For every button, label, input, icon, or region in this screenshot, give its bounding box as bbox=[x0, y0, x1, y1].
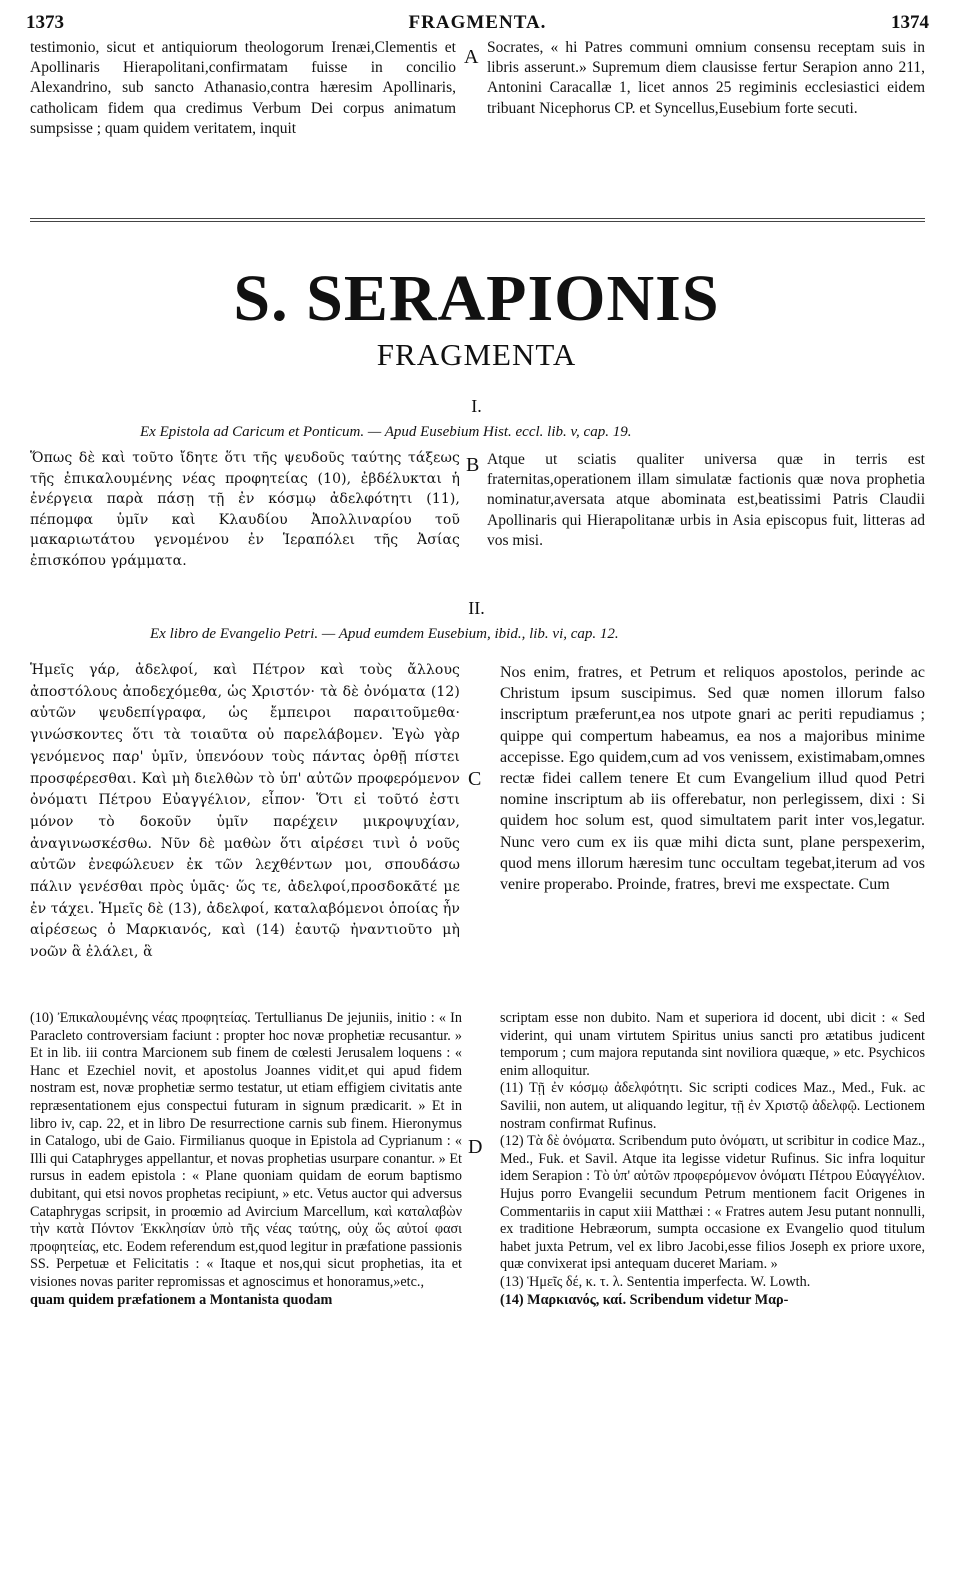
margin-letter-a: A bbox=[464, 46, 479, 68]
notes-left bbox=[30, 1010, 462, 1309]
section-1-numeral: I. bbox=[471, 396, 482, 416]
page-subtitle: FRAGMENTA bbox=[376, 337, 577, 372]
top-right-text bbox=[487, 38, 925, 119]
section-2-source: Ex libro de Evangelio Petri. — Apud eumdem Eusebium, ibid., lib. vi, cap. 12. bbox=[150, 626, 619, 642]
margin-letter-c: C bbox=[468, 768, 482, 790]
top-left-paragraph: testimonio, sicut et antiquiorum theologorum Irenæi,Clementis et Apollinaris Hierapolitani,confirmatam fuisse in concilio Alexandrino, sub sancto Athanasio,contra hæresim Apollinaris, catholicam fidem qua credimus Verbum Dei corpus animatum sumpsisse ; quam quidem veritatem, inquit bbox=[30, 39, 456, 137]
footnote-10-end: quam quidem præfationem a Montanista quodam bbox=[30, 1291, 333, 1308]
footnote-11: (11) Τῇ ἐν κόσμῳ ἀδελφότητι. Sic scripti codices Maz., Med., Fuk. ac Savilii, non autem, ut aliquando legitur, τῇ ἐν Χριστῷ ἀδελφῷ. Lectionem nostram confirmat Rufinus. bbox=[500, 1080, 925, 1132]
section-divider bbox=[30, 218, 925, 222]
section-2-numeral: II. bbox=[468, 598, 485, 618]
footnote-12: (12) Τὰ δὲ ὀνόματα. Scribendum puto ὀνόματι, ut scribitur in codice Maz., Med., Fuk. et Savil. Atque ita legisse videtur Rufinus. Sic infra loquitur idem Serapion : Τὸ ὑπ' αὐτῶν προφερόμενον ὀνόματι Πέτρου Εὐαγγέλιον. Hujus porro Evangelii secundum Petrum mentionem facit Origenes in Commentariis in caput xiii Matthæi : « Fratres autem Jesu putant nonnulli, ex traditione Hebræorum, sumpta occasione ex Evangelio quod titulum habet juxta Petrum, vel ex libro Jacobi,esse filios Joseph ex priore uxore, quæ convixerat ipsi antequam duceret Mariam. » bbox=[500, 1133, 925, 1273]
top-left-text bbox=[30, 38, 456, 139]
page-header bbox=[26, 12, 929, 34]
section-2-latin-text: Nos enim, fratres, et Petrum et reliquos apostolos, perinde ac Christum ipsum suscipimus. Sed quæ nomen illorum falso inscriptum præferunt,ea nos utpote gnari ac periti repudiamus ; quippe qui compertum habeamus, ea nos a majoribus minime accepisse. Ego quidem,cum ad vos venissem, existimabam,omnes rectæ fidei callem tenere Et cum Evangelium illud quod Petri nomine inscriptum ab iis offerebatur, non perlegissem, dixi : Si quidem hoc solum est, quod simultatem parit inter vos,legatur. Nunc vero cum ex iis quæ mihi dicta sunt, plane perspexerim, quod mens illorum hæresim tunc occultam tegebat,iterum ad vos venire properabo. Proinde, fratres, brevi me exspectate. Cum bbox=[500, 664, 925, 894]
section-1-source: Ex Epistola ad Caricum et Ponticum. — Apud Eusebium Hist. eccl. lib. v, cap. 19. bbox=[140, 424, 632, 440]
footnote-10: (10) Ἐπικαλουμένης νέας προφητείας. Tertullianus De jejuniis, initio : « In Paracleto controversiam faciunt : propter hoc novæ prophetiæ recusantur. » Et in lib. iii contra Marcionem sub finem de cœlesti Jerusalem loquens : « Hanc et Ezechiel novit, et apostolus Joannes vidit,et qui apud fidem nostram est, novæ prophetiæ sermo testatur, ut etiam effigiem civitatis ante repræsentationem ejus conspectui futuram in signum prædicarit. » Et in libro iv, cap. 22, et in libro De resurrectione carnis sub finem. Hieronymus in Catalogo, ubi de Gaio. Firmilianus quoque in Epistola ad Cyprianum : « Illi qui Cataphryges appellantur, et novas prophetias usurpare conantur. » Et rursus in eadem epistola : « Plane quoniam quidam de eorum baptismo dubitant, qui etsi novos prophetas recipiunt, » etc. Vetus auctor qui adversus Cataphrygas scripsit, in proœmio ad Avircium Marcellum, καὶ καταλαβὼν τὴν κατὰ Πόντον Ἐκκλησίαν ὑπὸ τῆς νέας ταύτης, οὐχ ὥς αὐτοί φασι προφητείας, etc. Eodem referendum est,quod legitur in præfatione passionis SS. Perpetuæ et Felicitatis : « Itaque et nos,qui sicut prophetias, ita et visiones novas pariter repromissas et agnoscimus et honoramus,»etc., bbox=[30, 1010, 462, 1290]
top-right-paragraph: Socrates, « hi Patres communi omnium consensu receptam suis in libris asserunt.» Supremum diem clausisse fertur Serapion anno 211, Antonini Caracallæ 1, licet annos 25 regiminis ecclesiastici eidem tribuant Nicephorus CP. et Syncellus,Eusebium forte secuti. bbox=[487, 39, 925, 117]
running-title: FRAGMENTA. bbox=[408, 12, 547, 33]
left-column-number: 1373 bbox=[26, 12, 64, 33]
notes-right bbox=[500, 1010, 925, 1309]
page-title: S. SERAPIONIS bbox=[233, 262, 720, 335]
section-1-greek-text: Ὅπως δὲ καὶ τοῦτο ἴδητε ὅτι τῆς ψευδοῦς ταύτης τάξεως τῆς ἐπικαλουμένης νέας προφητείας (10), ἐβδέλυκται ἡ ἐνέργεια παρὰ πάσῃ τῇ ἐν κόσμῳ ἀδελφότητι (11), πέπομφα ὑμῖν καὶ Κλαυδίου Ἀπολλιναρίου τοῦ μακαριωτάτου γενομένου ἐν Ἱεραπόλει τῆς Ἀσίας ἐπισκόπου γράμματα. bbox=[30, 450, 460, 569]
margin-letter-b: B bbox=[466, 454, 480, 476]
section-2-latin bbox=[500, 662, 925, 895]
margin-letter-d: D bbox=[468, 1136, 483, 1158]
footnote-13: (13) Ἡμεῖς δέ, κ. τ. λ. Sententia imperfecta. W. Lowth. bbox=[500, 1273, 811, 1290]
section-2-greek bbox=[30, 660, 460, 964]
footnote-10-continued: scriptam esse non dubito. Nam et superiora id docent, ubi dicit : « Sed viderint, qui unam virtutem Spiritus unius sancti pro ætatibus judicent temporum ; cum majora reputanda sint noviliora quæque, » etc. Psychicos enim alloquitur. bbox=[500, 1010, 925, 1079]
section-1-latin bbox=[487, 450, 925, 551]
footnote-14: (14) Μαρκιανός, καί. Scribendum videtur Μαρ- bbox=[500, 1291, 789, 1308]
section-2-greek-text: Ἡμεῖς γάρ, ἀδελφοί, καὶ Πέτρον καὶ τοὺς ἄλλους ἀποστόλους ἀποδεχόμεθα, ὡς Χριστόν· τὰ δὲ ὀνόματα (12) αὐτῶν ψευδεπίγραφα, ὡς ἔμπειροι παραιτοῦμεθα· γινώσκοντες ὅτι τὰ τοιαῦτα οὐ παρελάβομεν. Ἐγὼ γὰρ γενόμενος παρ' ὑμῖν, ὑπενόουν τοὺς πάντας ὀρθῇ πίστει προσφέρεσθαι. Καὶ μὴ διελθὼν τὸ ὑπ' αὐτῶν προφερόμενον ὀνόματι Πέτρου Εὐαγγέλιον, εἶπον· Ὅτι εἰ τοῦτό ἐστι μόνον τὸ δοκοῦν ὑμῖν παρέχειν μικροψυχίαν, ἀναγινωσκέσθω. Νῦν δὲ μαθὼν ὅτι αἱρέσει τινὶ ὁ νοῦς αὐτῶν ἐνεφώλευεν ἐκ τῶν λεχθέντων μοι, σπουδάσω πάλιν γενέσθαι πρὸς ὑμᾶς· ὥς τε, ἀδελφοί,προσδοκᾶτέ με ἐν τάχει. Ἡμεῖς δὲ (13), ἀδελφοί, καταλαβόμενοι ὁποίας ἦν αἱρέσεως ὁ Μαρκιανός, καὶ (14) ἑαυτῷ ἠναντιοῦτο μὴ νοῶν ἃ ἐλάλει, ἃ bbox=[30, 662, 460, 961]
section-1-greek bbox=[30, 448, 460, 571]
section-1-latin-text: Atque ut sciatis qualiter universa quæ in terris est fraternitas,operationem illam simulatæ factionis quæ nova prophetia nominatur,aversata atque abominata est,beatissimi Patris Claudii Apollinaris qui Hierapolitanæ urbis in Asia episcopus fuit, litteras ad vos misi. bbox=[487, 451, 925, 549]
right-column-number: 1374 bbox=[891, 12, 929, 33]
